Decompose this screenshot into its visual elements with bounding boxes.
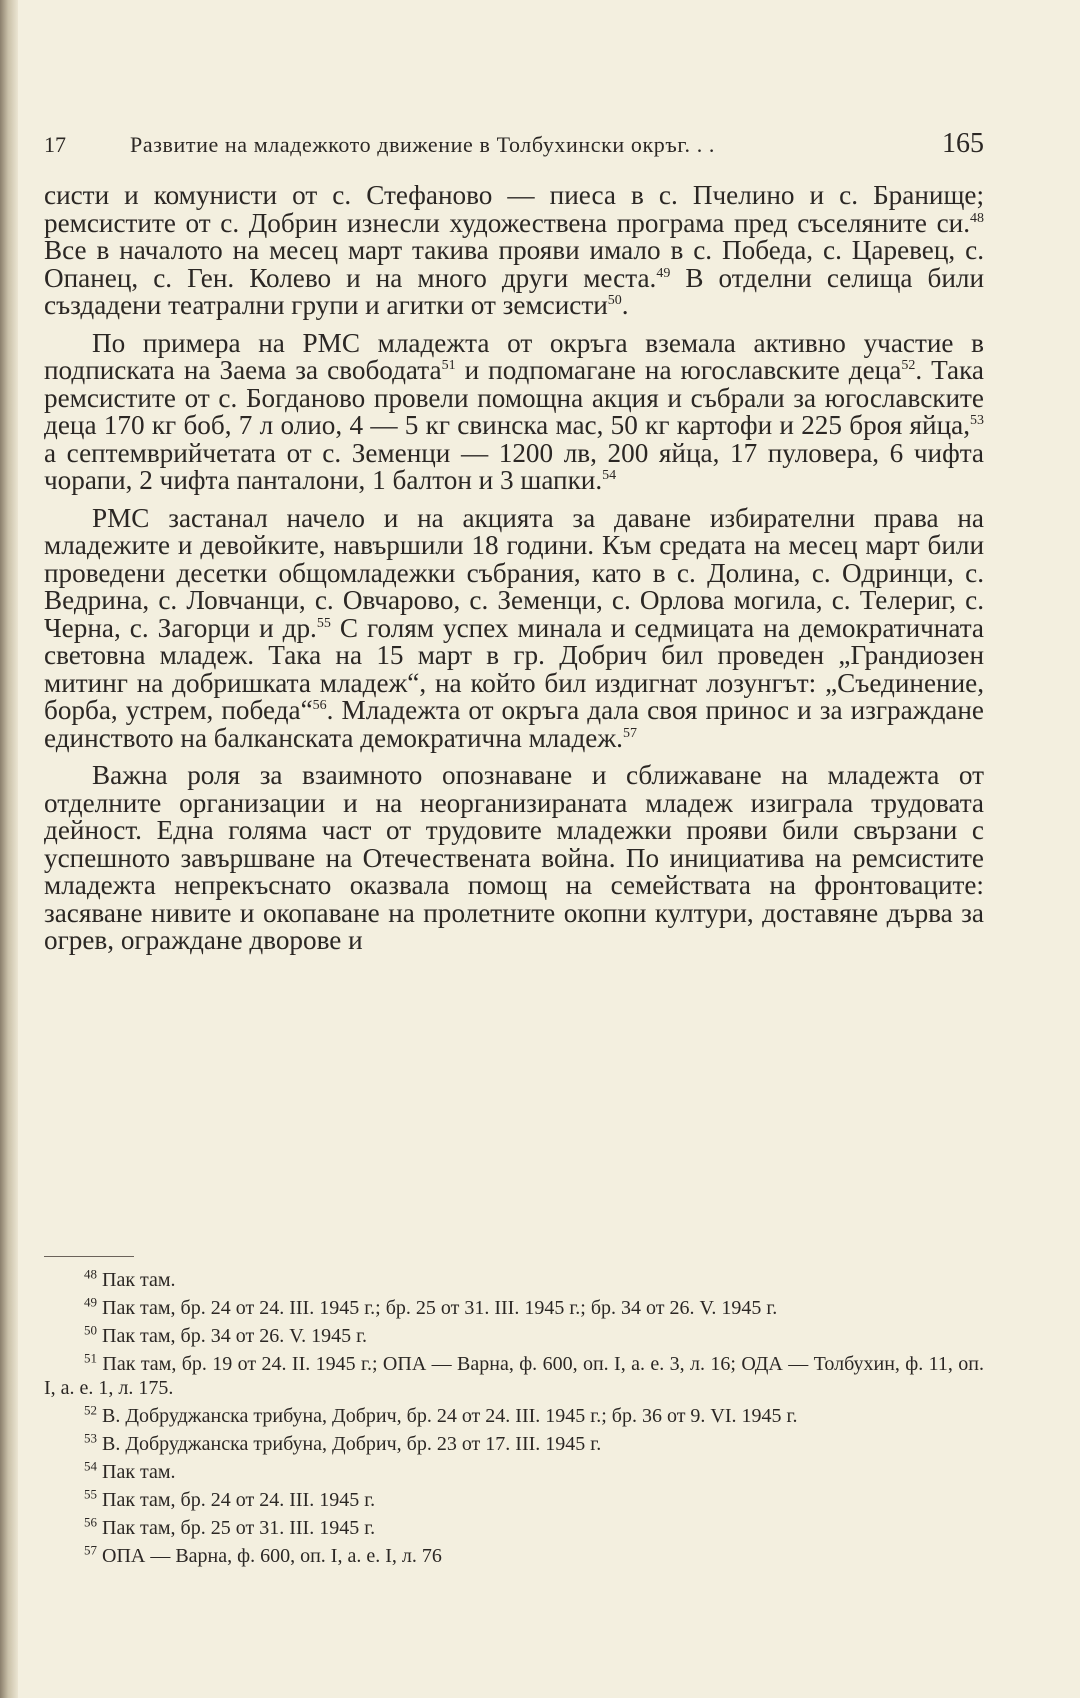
footnote-number: 53: [84, 1430, 97, 1446]
paragraph-text: По примера на РМС младежта от окръга вземала активно участие в подписката на Заема за свободата: [44, 327, 984, 385]
footnote-marker: 55: [316, 615, 331, 631]
page-number: 165: [942, 128, 984, 159]
paragraph-text: Все в началото на месец март такива прояви имало в с. Победа, с. Царевец, с. Опанец, с. Ген. Колево и на много други места.: [44, 235, 984, 293]
footnote: [44, 1324, 984, 1348]
footnote-number: 57: [84, 1542, 97, 1558]
footnote-text: ОПА — Варна, ф. 600, оп. I, а. е. I, л. 76: [97, 1545, 442, 1567]
footnotes: [44, 1268, 984, 1572]
paragraph-text: В отделни селища били създадени театрални групи и агитки от земсисти: [44, 262, 984, 320]
footnote-marker: 49: [656, 265, 671, 281]
paragraph: [44, 502, 984, 753]
book-spine-edge: [0, 0, 18, 1698]
footnote: [44, 1432, 984, 1456]
footnote-marker: 54: [602, 467, 617, 483]
footnote-number: 54: [84, 1458, 97, 1474]
paragraph-text: систи и комунисти от с. Стефаново — пиеса в с. Пчелино и с. Бранище; ремсистите от с. Добрин изнесли художествена програма пред съселяните си.: [44, 180, 984, 238]
footnote-marker: 56: [312, 697, 327, 713]
paragraph: [44, 182, 984, 320]
paragraph-text: . Младежта от окръга дала своя принос и за изграждане единството на балканската демократична младеж.: [44, 695, 984, 753]
footnote-text: В. Добруджанска трибуна, Добрич, бр. 23 от 17. III. 1945 г.: [97, 1433, 602, 1455]
footnote: [44, 1296, 984, 1320]
footnote-text: Пак там, бр. 34 от 26. V. 1945 г.: [97, 1325, 368, 1347]
main-text: [44, 182, 984, 965]
footnote-number: 55: [84, 1486, 97, 1502]
footnote: [44, 1544, 984, 1568]
footnote-marker: 50: [607, 292, 622, 308]
footnote: [44, 1460, 984, 1484]
footnote-marker: 57: [622, 725, 637, 741]
running-title: Развитие на младежкото движение в Толбухински окръг. . .: [130, 132, 716, 157]
paragraph-text: С голям успех минала и седмицата на демократичната световна младеж. Така на 15 март в гр. Добрич бил проведен „Грандиозен митинг на добришката младеж“, на който бил издигнат лозунгът: „Съединение, борба, устрем, победа“: [44, 612, 984, 725]
footnote-number: 56: [84, 1514, 97, 1530]
footnote-text: Пак там, бр. 25 от 31. III. 1945 г.: [97, 1517, 376, 1539]
footnote-number: 48: [84, 1266, 97, 1282]
footnote-number: 52: [84, 1402, 97, 1418]
footnote-text: В. Добруджанска трибуна, Добрич, бр. 24 от 24. III. 1945 г.; бр. 36 от 9. VI. 1945 г.: [97, 1405, 798, 1427]
footnote-text: Пак там.: [97, 1269, 176, 1291]
paragraph-text: .: [621, 290, 629, 320]
footnote-divider: [44, 1256, 134, 1257]
paragraph-text: а септемврийчетата от с. Земенци — 1200 лв, 200 яйца, 17 пуловера, 6 чифта чорапи, 2 чифта панталони, 1 балтон и 3 шапки.: [44, 437, 984, 495]
footnote: [44, 1404, 984, 1428]
running-header: [44, 128, 984, 168]
footnote-text: Пак там, бр. 24 от 24. III. 1945 г.: [97, 1489, 376, 1511]
footnote-marker: 51: [441, 357, 456, 373]
paragraph: [44, 762, 984, 955]
footnote-marker: 53: [970, 412, 984, 428]
footnote-number: 50: [84, 1322, 97, 1338]
footnote-marker: 48: [970, 210, 984, 226]
footnote: [44, 1516, 984, 1540]
footnote: [44, 1352, 984, 1400]
paragraph-text: . Така ремсистите от с. Богданово провели помощна акция и събрали за югославските деца 170 кг боб, 7 л олио, 4 — 5 кг свинска мас, 50 кг картофи и 225 броя яйца,: [44, 355, 984, 440]
footnote-marker: 52: [901, 357, 916, 373]
footnote-number: 51: [84, 1350, 97, 1366]
chapter-number: 17: [44, 132, 66, 157]
footnote-text: Пак там.: [97, 1461, 176, 1483]
footnote-number: 49: [84, 1294, 97, 1310]
footnote: [44, 1488, 984, 1512]
paragraph: [44, 327, 984, 495]
paragraph-text: РМС застанал начело и на акцията за даване избирателни права на младежите и девойките, навършили 18 години. Към средата на месец март били проведени десетки общомладежки събрания, като в с. Долина, с. Одринци, с. Ведрина, с. Ловчанци, с. Овчарово, с. Земенци, с. Орлова могила, с. Телериг, с. Черна, с. Загорци и др.: [44, 502, 984, 643]
footnote-text: Пак там, бр. 24 от 24. III. 1945 г.; бр. 25 от 31. III. 1945 г.; бр. 34 от 26. V. 1945 г.: [97, 1297, 778, 1319]
footnote-text: Пак там, бр. 19 от 24. II. 1945 г.; ОПА — Варна, ф. 600, оп. I, а. е. 3, л. 16; ОДА — Толбухин, ф. 11, оп. I, а. е. 1, л. 175.: [44, 1353, 984, 1399]
footnote: [44, 1268, 984, 1292]
paragraph-text: и подпомагане на югославските деца: [455, 355, 902, 385]
paragraph-text: Важна роля за взаимното опознаване и сближаване на младежта от отделните организации и на неорганизираната младеж изиграла трудовата дейност. Една голяма част от трудовите младежки прояви били свързани с успешното завършване на Отечествената война. По инициатива на ремсистите младежта непрекъснато оказвала помощ на семействата на фронтоваците: засяване нивите и окопаване на пролетните окопни култури, доставяне дърва за огрев, ограждане дворове и: [44, 760, 984, 955]
